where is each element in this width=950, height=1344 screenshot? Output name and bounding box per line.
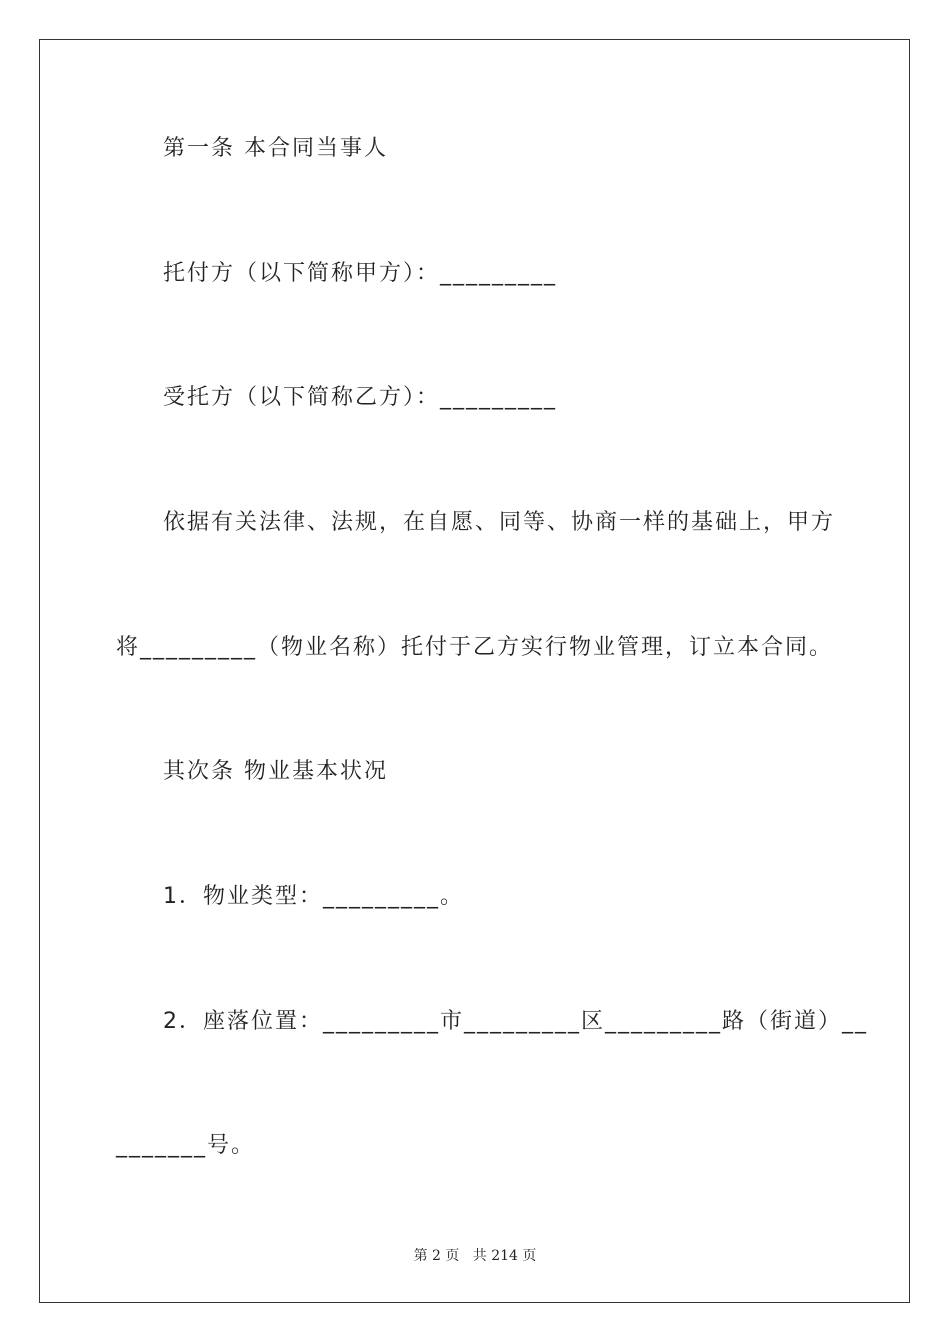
article-2-heading: 其次条 物业基本状况 (163, 759, 388, 784)
location-line-2: _______号。 (116, 1133, 256, 1158)
party-a-line: 托付方（以下简称甲方）：_________ (163, 261, 558, 286)
location-line-1: 2．座落位置：_________市_________区_________路（街道）__ (163, 1009, 868, 1034)
basis-paragraph-line-2: 将_________（物业名称）托付于乙方实行物业管理，订立本合同。 (116, 635, 834, 660)
basis-paragraph-line-1: 依据有关法律、法规，在自愿、同等、协商一样的基础上，甲方 (163, 510, 836, 535)
property-type-line: 1．物业类型：_________。 (163, 884, 464, 909)
page-border (39, 39, 910, 1303)
article-1-heading: 第一条 本合同当事人 (163, 136, 388, 161)
page-number-footer: 第 2 页 共 214 页 (413, 1248, 537, 1264)
party-b-line: 受托方（以下简称乙方）：_________ (163, 385, 558, 410)
